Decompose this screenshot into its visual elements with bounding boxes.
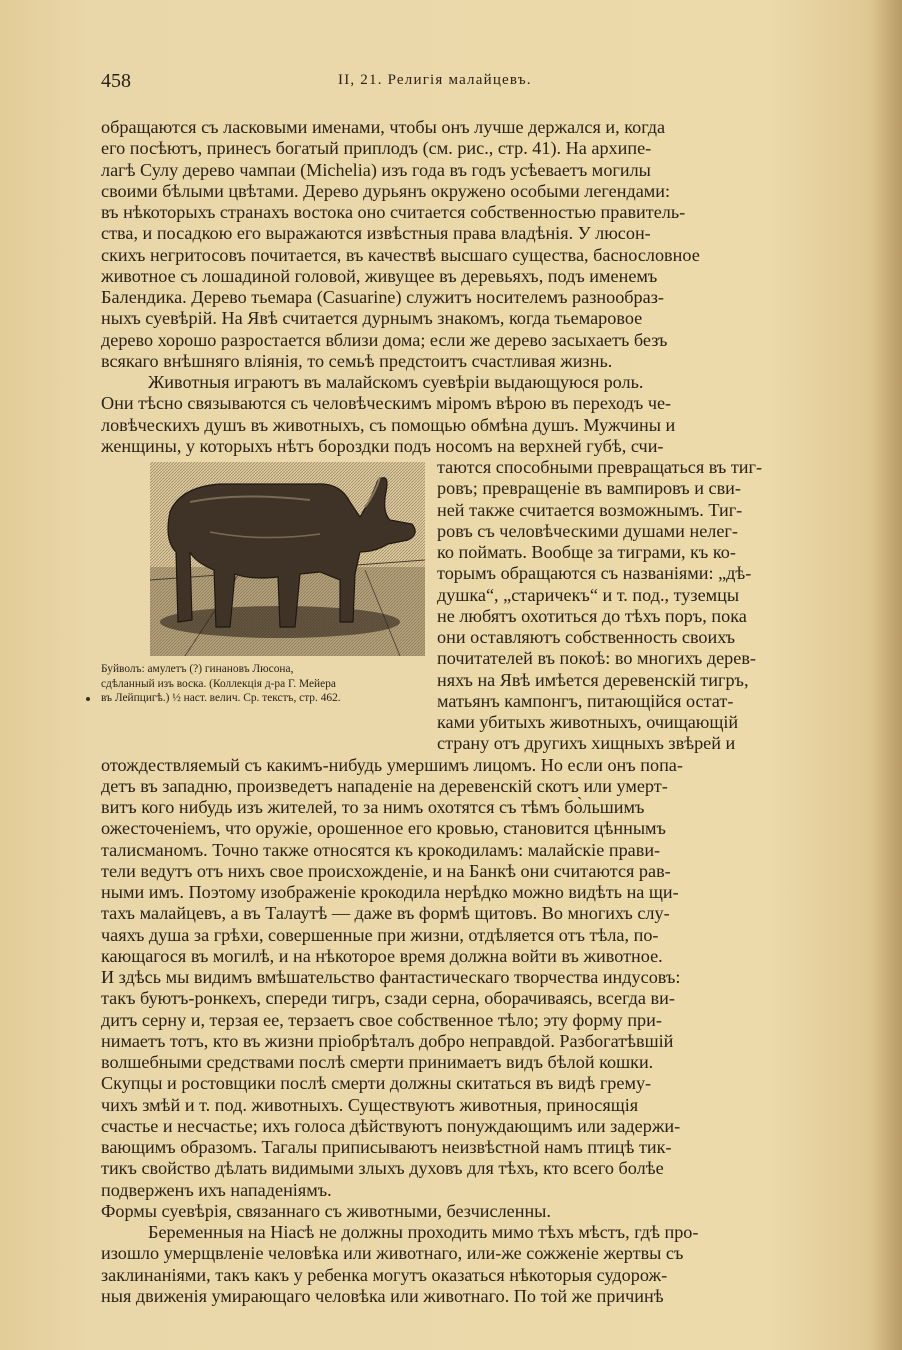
text-line: витъ кого нибудь изъ жителей, то за нимъ охотятся съ тѣмъ бо̀льшимъ [101, 797, 645, 817]
text-line: они оставляютъ собственность своихъ [437, 627, 736, 647]
text-line: Формы суевѣрія, связаннаго съ животными, безчисленны. [101, 1200, 551, 1221]
text-line: Животныя играютъ въ малайскомъ суевѣріи выдающуюся роль. [148, 372, 644, 392]
text-line: таются способными превращаться въ тиг- [437, 457, 763, 477]
text-line: не любятъ охотиться до тѣхъ поръ, пока [437, 605, 747, 626]
text-line: талисманомъ. Точно также относятся къ крокодиламъ: малайскіе прави- [101, 839, 661, 860]
text-line: животное съ лошадиной головой, живущее въ деревьяхъ, подъ именемъ [101, 265, 658, 286]
text-line: отождествляемый съ какимъ-нибудь умершимъ лицомъ. Но если онъ попа- [101, 754, 683, 775]
text-line: торымъ обращаются съ названіями: „дѣ- [437, 563, 752, 584]
page-header [101, 70, 847, 96]
text-line: тели ведутъ отъ нихъ свое происхожденіе, и на Банкѣ они считаются рав- [101, 860, 671, 881]
text-line: ныя движенія умирающаго человѣка или животнаго. По той же причинѣ [101, 1285, 664, 1306]
text-line: Беременныя на Ніасѣ не должны проходить мимо тѣхъ мѣстъ, гдѣ про- [148, 1222, 699, 1242]
text-line: въ нѣкоторыхъ странахъ востока оно считается собственностью правитель- [101, 202, 686, 222]
text-line: ко поймать. Вообще за тиграми, къ ко- [437, 542, 736, 562]
text-line: дерево хорошо разростается вблизи дома; если же дерево засыхаетъ безъ [101, 329, 668, 350]
margin-mark [86, 697, 90, 701]
text-line: ловѣческихъ душъ въ животныхъ, съ помощью обмѣна душъ. Мужчины и [101, 414, 676, 435]
text-line: тахъ малайцевъ, а въ Талаутѣ — даже въ формѣ щитовъ. Во многихъ слу- [101, 903, 670, 924]
text-line: счастье и несчастье; ихъ голоса дѣйствуютъ понуждающимъ или задержи- [101, 1115, 681, 1136]
text-line: дитъ серну и, терзая ее, терзаетъ свое собственное тѣло; эту форму при- [101, 1009, 662, 1030]
caption-line: сдѣланный изъ воска. (Коллекція д-ра Г. Мейера [101, 677, 336, 690]
text-line: такъ буютъ-ронкехъ, спереди тигръ, сзади серна, оборачиваясь, всегда ви- [101, 988, 675, 1009]
text-line: Балендика. Дерево тьемара (Casuarine) служитъ носителемъ разнообраз- [101, 287, 664, 307]
text-line: своими бѣлыми цвѣтами. Дерево дурьянъ окружено особыми легендами: [101, 180, 671, 201]
text-line: нимаетъ тотъ, кто въ жизни пріобрѣталъ добро неправдой. Разбогатѣвшій [101, 1030, 674, 1051]
text-line: почитателей въ покоѣ: во многихъ дерев- [437, 648, 756, 669]
buffalo-figure [150, 462, 425, 656]
text-line: кающагося въ могилѣ, и на нѣкоторое время должна войти въ животное. [101, 945, 663, 966]
text-line: ными имъ. Поэтому изображеніе крокодила нерѣдко можно видѣть на щи- [101, 882, 679, 902]
page-edge-shadow [872, 0, 902, 1350]
text-line: ства, и посадкою его выражаются извѣстныя права владѣнія. У люсон- [101, 223, 651, 244]
text-line: женщины, у которыхъ нѣтъ бороздки подъ носомъ на верхней губѣ, счи- [101, 435, 664, 456]
text-line: чаяхъ душа за грѣхи, совершенные при жизни, отдѣляется отъ тѣла, по- [101, 924, 659, 945]
text-line: заклинаніями, такъ какъ у ребенка могутъ оказаться нѣкоторыя судорож- [101, 1264, 668, 1285]
text-line: детъ въ западню, произведетъ нападеніе на деревенскій скотъ или умерт- [101, 775, 668, 796]
text-line: ками убитыхъ животныхъ, очищающій [437, 712, 739, 732]
text-line: подверженъ ихъ нападеніямъ. [101, 1179, 332, 1200]
text-line: страну отъ другихъ хищныхъ звѣрей и [437, 733, 736, 754]
text-line: чихъ змѣй и т. под. животныхъ. Существуютъ животныя, приносящія [101, 1094, 639, 1115]
caption-line: Буйволъ: амулетъ (?) гинановъ Люсона, [101, 663, 294, 675]
text-line: ней также считается возможнымъ. Тиг- [437, 499, 743, 520]
running-title: II, 21. Религія малайцевъ. [338, 72, 532, 88]
text-line: волшебными средствами послѣ смерти принимаетъ видъ бѣлой кошки. [101, 1052, 654, 1072]
text-line: няхъ на Явѣ имѣется деревенскій тигръ, [437, 669, 749, 690]
text-line: Скупцы и ростовщики послѣ смерти должны скитаться въ видѣ грему- [101, 1073, 652, 1094]
text-line: тикъ свойство дѣлать видимыми злыхъ духовъ для тѣхъ, кто всего болѣе [101, 1158, 664, 1179]
text-line: лагѣ Сулу дерево чампаи (Michelia) изъ года въ годъ усѣеваетъ могилы [101, 159, 651, 180]
text-line: душка“, „старичекъ“ и т. под., туземцы [437, 584, 740, 605]
text-line: ожесточеніемъ, что оружіе, орошенное его кровью, становится цѣннымъ [101, 818, 666, 839]
text-line: вающимъ образомъ. Тагалы приписываютъ неизвѣстной намъ птицѣ тик- [101, 1137, 672, 1157]
page-number: 458 [101, 70, 131, 92]
text-line: И здѣсь мы видимъ вмѣшательство фантастическаго творчества индусовъ: [101, 967, 681, 987]
text-line: обращаются съ ласковыми именами, чтобы онъ лучше держался и, когда [101, 117, 666, 137]
text-line: ровъ; превращеніе въ вампировъ и сви- [437, 478, 741, 499]
text-line: ровъ съ человѣческими душами нелег- [437, 520, 738, 541]
text-line: ныхъ суевѣрій. На Явѣ считается дурнымъ знакомъ, когда тьемаровое [101, 308, 643, 329]
text-line: Они тѣсно связываются съ человѣческимъ міромъ вѣрою въ переходъ че- [101, 393, 672, 414]
text-line: матьянъ кампонгъ, питающійся остат- [437, 690, 734, 711]
text-line: скихъ негритосовъ почитается, въ качествѣ высшаго существа, баснословное [101, 244, 700, 265]
buffalo-amulet-illustration [150, 462, 425, 656]
caption-line: въ Лейпцигѣ.) ½ наст. велич. Ср. текстъ, стр. 462. [101, 692, 341, 704]
text-line: всякаго внѣшняго вліянія, то семьѣ предстоитъ счастливая жизнь. [101, 350, 613, 371]
text-line: изошло умерщвленіе человѣка или животнаго, или-же сожженіе жертвы съ [101, 1243, 684, 1264]
text-line: его посѣютъ, принесъ богатый приплодъ (см. рис., стр. 41). На архипе- [101, 138, 652, 159]
